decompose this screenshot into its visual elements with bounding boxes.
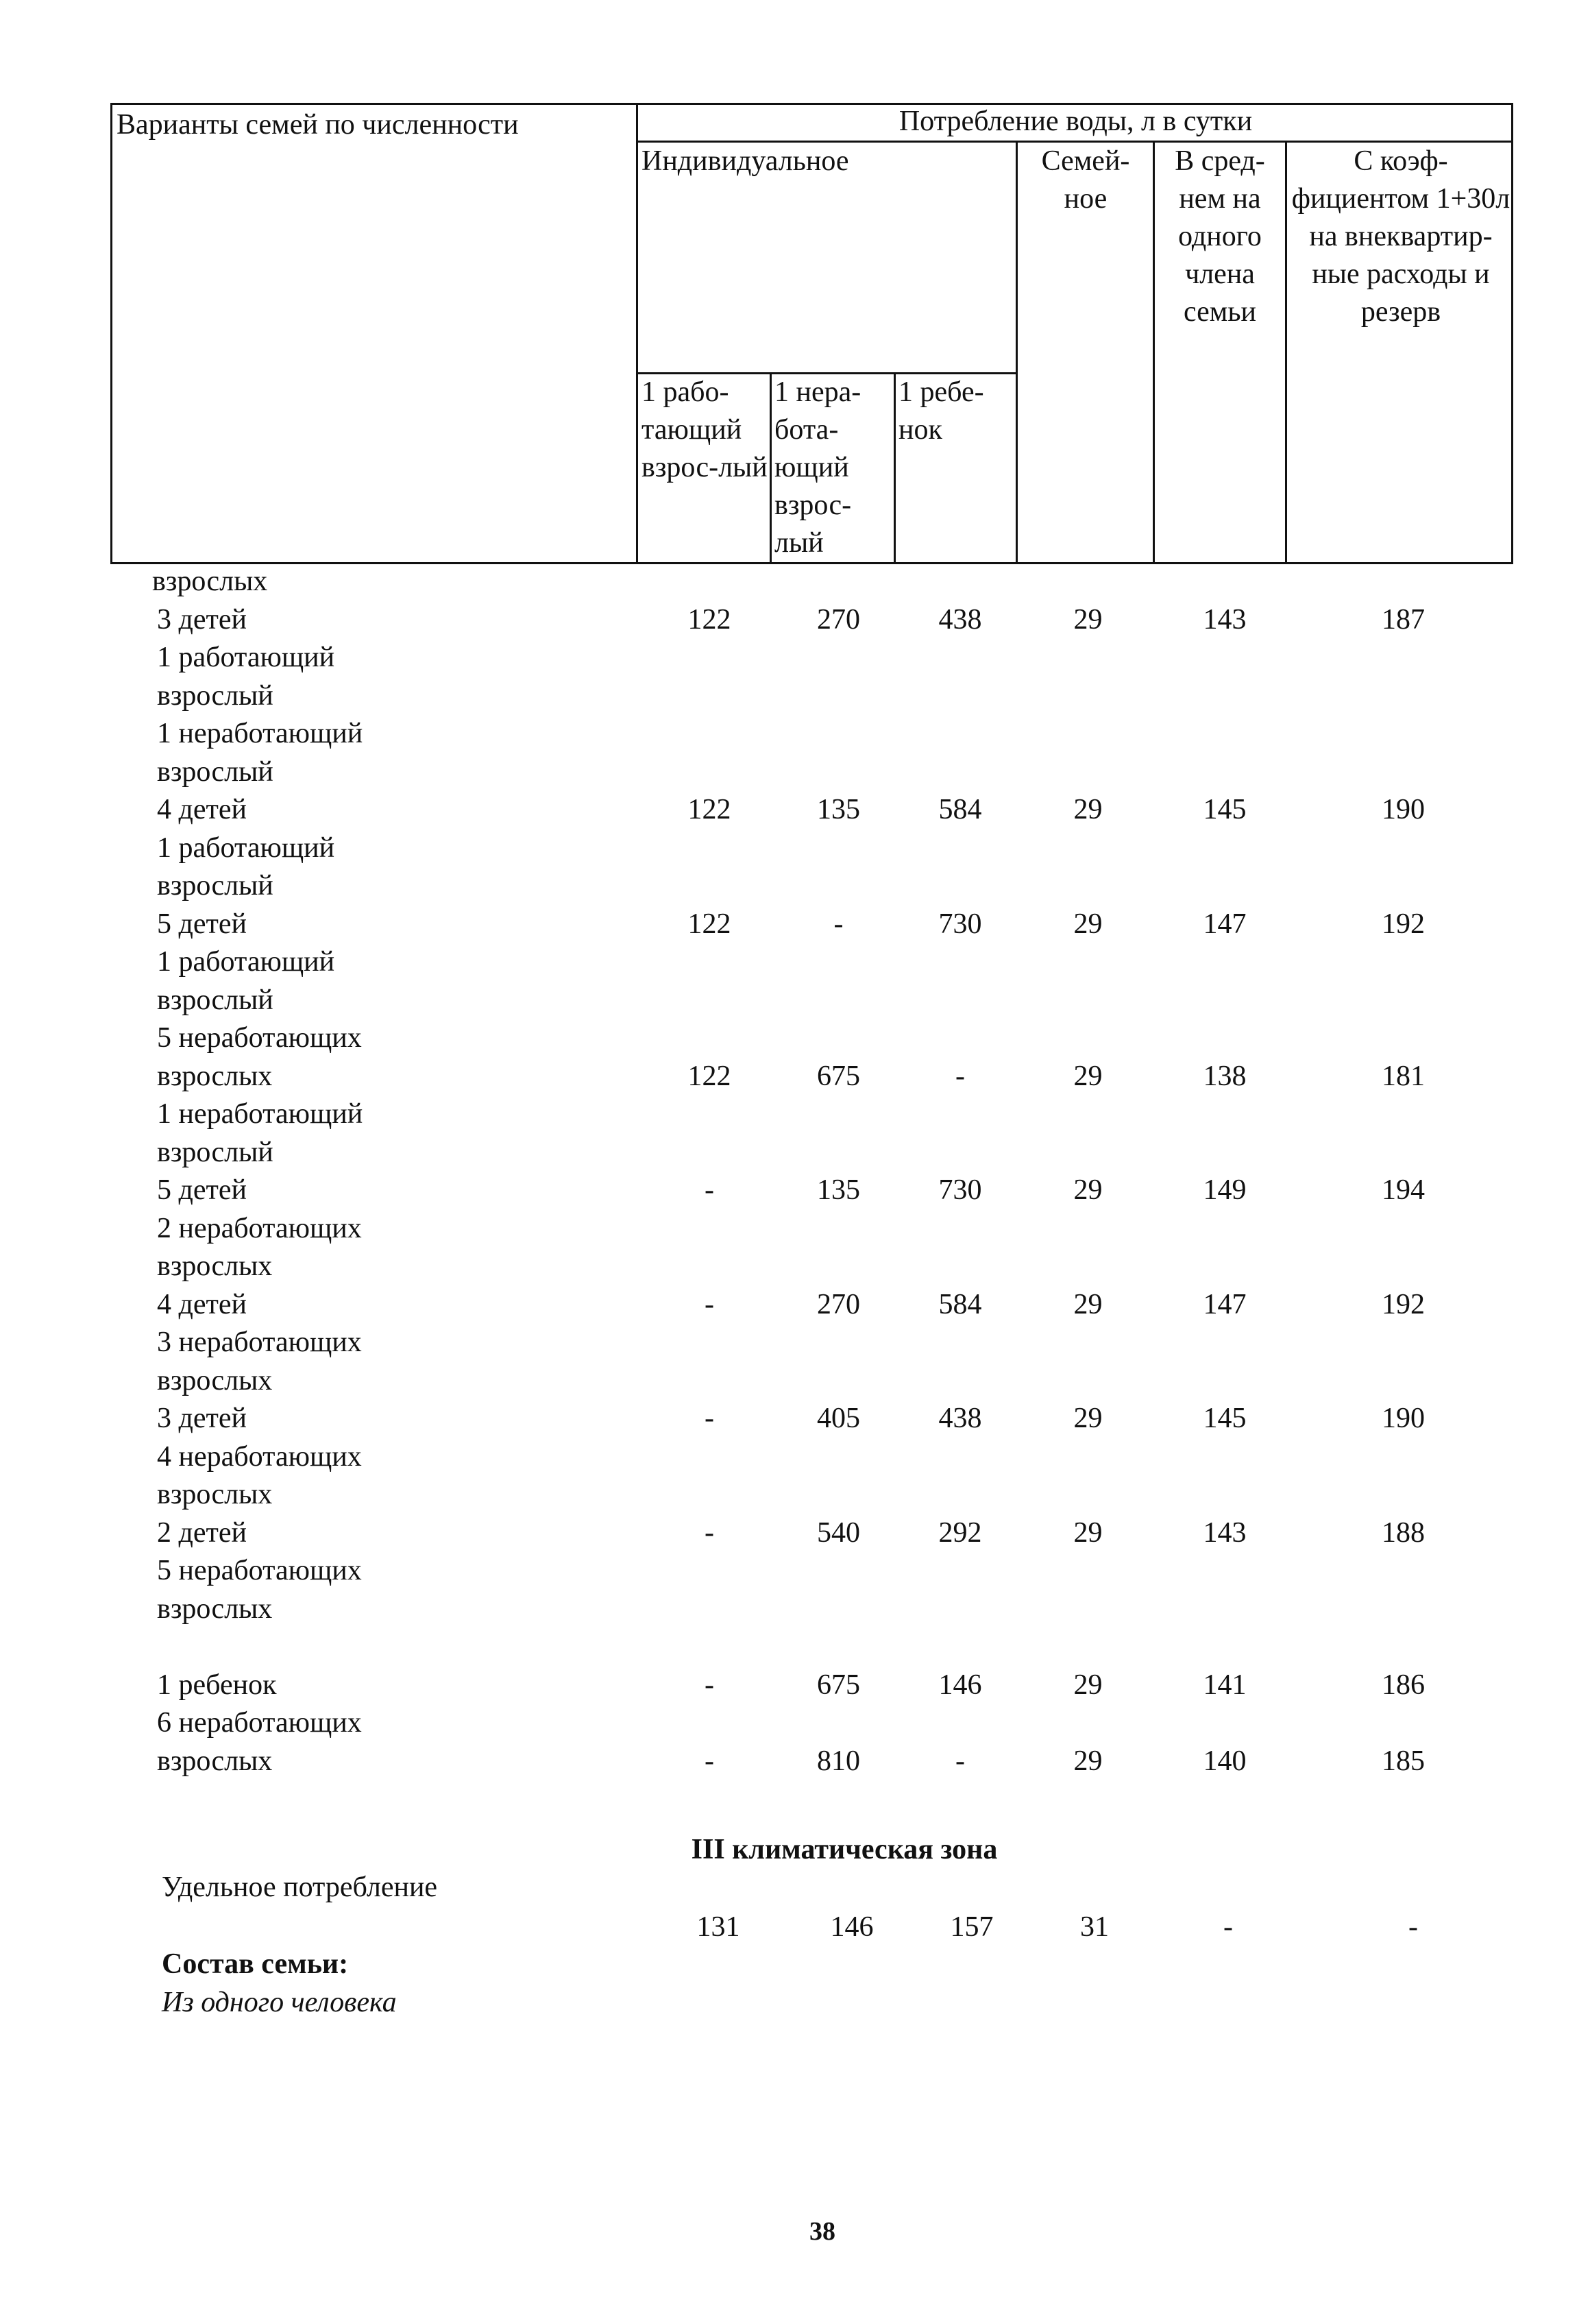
row-value: - xyxy=(955,1060,965,1092)
row-value: 181 xyxy=(1382,1060,1425,1092)
divider xyxy=(1285,141,1287,562)
header-average: В сред-нем на одного члена семьи xyxy=(1175,145,1265,328)
row-value: 29 xyxy=(1073,908,1103,940)
row-value: 122 xyxy=(687,908,731,940)
specific-value: 146 xyxy=(830,1911,874,1943)
row-label-line: 4 детей xyxy=(157,794,247,825)
row-label-line: 1 ребенок xyxy=(157,1669,277,1701)
row-value: 29 xyxy=(1073,603,1103,636)
row-value: 122 xyxy=(687,794,731,825)
row-label-line: взрослых xyxy=(157,1593,273,1625)
zone-title: III климатическая зона xyxy=(691,1834,998,1865)
row-label-line: взрослых xyxy=(157,1364,273,1396)
row-label-line: 1 работающий xyxy=(157,642,335,673)
row-value: 122 xyxy=(687,603,731,636)
row-value: 540 xyxy=(817,1516,860,1549)
row-label-line: 4 неработающих xyxy=(157,1440,362,1473)
row-value: 145 xyxy=(1203,794,1247,825)
header-family: Семей-ное xyxy=(1041,145,1130,215)
page-number: 38 xyxy=(809,2217,835,2246)
row-label-line: взрослых xyxy=(157,1250,273,1282)
row-label-line: взрослый xyxy=(157,1136,273,1168)
row-value: 141 xyxy=(1203,1669,1247,1701)
row-value: 190 xyxy=(1382,1403,1425,1434)
row-label-line: 2 неработающих xyxy=(157,1212,362,1244)
row-value: 438 xyxy=(938,1403,982,1434)
divider xyxy=(1016,141,1018,562)
row-value: 405 xyxy=(817,1403,860,1434)
row-label-line: 1 неработающий xyxy=(157,1098,363,1130)
row-value: - xyxy=(705,1174,714,1206)
row-value: 29 xyxy=(1073,1516,1103,1549)
header-working-adult: 1 рабо-тающий взрос-лый xyxy=(641,376,768,483)
row-label-line: 2 детей xyxy=(157,1516,247,1549)
row-value: 29 xyxy=(1073,1403,1103,1434)
row-label-line: 4 детей xyxy=(157,1288,247,1320)
row-value: 194 xyxy=(1382,1174,1425,1206)
row-value: - xyxy=(833,908,844,940)
row-value: 190 xyxy=(1382,794,1425,825)
row-label-line: 1 работающий xyxy=(157,946,335,978)
row-value: 135 xyxy=(817,1174,860,1206)
row-label-line: взрослых xyxy=(157,1060,273,1092)
row-label-line: 5 неработающих xyxy=(157,1555,362,1586)
divider xyxy=(894,372,896,562)
row-value: 675 xyxy=(817,1060,860,1092)
row-label-line: 3 детей xyxy=(157,1403,247,1434)
row-value: 29 xyxy=(1073,1288,1103,1320)
row-value: 438 xyxy=(938,603,982,636)
composition-subtitle: Из одного человека xyxy=(162,1987,397,2018)
row-value: 29 xyxy=(1073,1174,1103,1206)
row-label-line: взрослых xyxy=(152,566,268,597)
row-value: 138 xyxy=(1203,1060,1247,1092)
row-label-line: взрослый xyxy=(157,984,273,1016)
row-label-line: взрослый xyxy=(157,870,273,901)
row-value: 192 xyxy=(1382,908,1425,940)
row-value: 730 xyxy=(938,908,982,940)
row-label-line: 5 неработающих xyxy=(157,1022,362,1054)
row-value: 143 xyxy=(1203,1516,1247,1549)
row-value: - xyxy=(705,1403,714,1434)
row-value: 147 xyxy=(1203,1288,1247,1320)
header-variants: Варианты семей по численности xyxy=(117,109,519,141)
row-value: 675 xyxy=(817,1669,860,1701)
row-label-line: 1 неработающий xyxy=(157,718,363,749)
row-value: 188 xyxy=(1382,1516,1425,1549)
header-individual: Индивидуальное xyxy=(641,145,849,177)
specific-value: 157 xyxy=(950,1911,994,1943)
row-value: 292 xyxy=(938,1516,982,1549)
row-label-line: взрослый xyxy=(157,755,273,788)
specific-value: - xyxy=(1223,1911,1233,1943)
row-value: 270 xyxy=(817,603,860,636)
row-value: 149 xyxy=(1203,1174,1247,1206)
header-table xyxy=(110,103,1513,564)
row-label-line: 6 неработающих xyxy=(157,1707,362,1739)
row-value: 146 xyxy=(938,1669,982,1701)
row-value: 29 xyxy=(1073,794,1103,825)
row-value: 584 xyxy=(938,794,982,825)
row-value: 140 xyxy=(1203,1745,1247,1777)
specific-value: - xyxy=(1408,1911,1418,1943)
composition-title: Состав семьи: xyxy=(162,1948,349,1980)
specific-consumption-label: Удельное потребление xyxy=(162,1872,438,1903)
row-value: 29 xyxy=(1073,1669,1103,1701)
row-label-line: 5 детей xyxy=(157,1174,247,1206)
row-label-line: взрослых xyxy=(157,1745,273,1777)
header-coefficient: С коэф-фициентом 1+30л на внеквартир-ные расходы и резерв xyxy=(1291,145,1510,328)
row-value: - xyxy=(705,1669,714,1701)
row-value: - xyxy=(705,1745,714,1777)
row-value: 187 xyxy=(1382,603,1425,636)
row-label-line: взрослых xyxy=(157,1479,273,1510)
row-value: 730 xyxy=(938,1174,982,1206)
divider xyxy=(636,105,638,562)
specific-value: 131 xyxy=(696,1911,740,1943)
row-label-line: 5 детей xyxy=(157,908,247,940)
row-value: 185 xyxy=(1382,1745,1425,1777)
row-label-line: 3 неработающих xyxy=(157,1327,362,1358)
row-label-line: взрослый xyxy=(157,679,273,712)
row-value: - xyxy=(705,1516,714,1549)
divider xyxy=(770,372,772,562)
row-label-line: 1 работающий xyxy=(157,832,335,864)
row-value: 29 xyxy=(1073,1745,1103,1777)
row-value: 192 xyxy=(1382,1288,1425,1320)
header-nonworking-adult: 1 нера-бота-ющий взрос-лый xyxy=(774,376,861,559)
header-consumption: Потребление воды, л в сутки xyxy=(898,106,1253,137)
row-value: 145 xyxy=(1203,1403,1247,1434)
header-child: 1 ребе-нок xyxy=(898,376,984,446)
row-label-line: 3 детей xyxy=(157,603,247,636)
row-value: 29 xyxy=(1073,1060,1103,1092)
row-value: 810 xyxy=(817,1745,860,1777)
row-value: 143 xyxy=(1203,603,1247,636)
row-value: 135 xyxy=(817,794,860,825)
row-value: 147 xyxy=(1203,908,1247,940)
row-value: - xyxy=(705,1288,714,1320)
row-value: 122 xyxy=(687,1060,731,1092)
divider xyxy=(1153,141,1155,562)
row-value: - xyxy=(955,1745,965,1777)
row-value: 584 xyxy=(938,1288,982,1320)
row-value: 270 xyxy=(817,1288,860,1320)
row-value: 186 xyxy=(1382,1669,1425,1701)
specific-value: 31 xyxy=(1080,1911,1109,1943)
